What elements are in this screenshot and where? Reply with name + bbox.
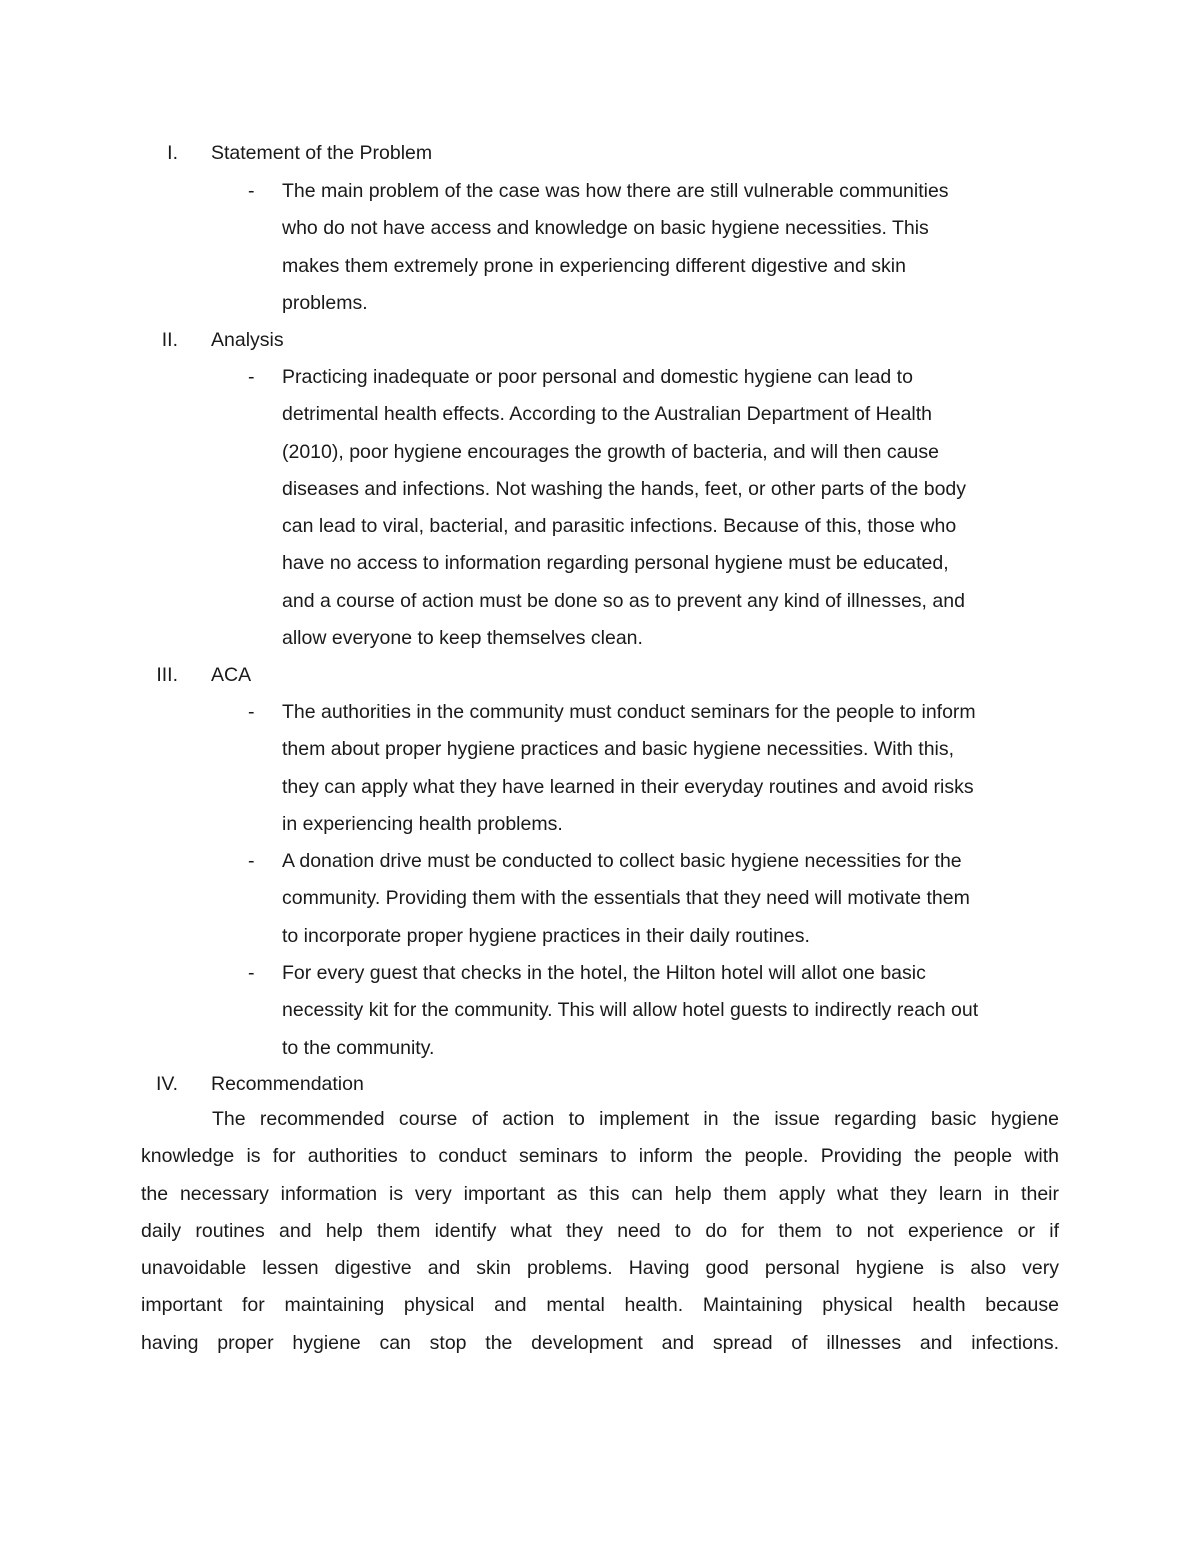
paragraph-line: daily routines and help them identify what they need to do for them to not experience or if [141,1219,1059,1242]
dash-marker: - [248,962,255,984]
paragraph-line: unavoidable lessen digestive and skin problems. Having good personal hygiene is also very [141,1257,1059,1280]
bullet-text: For every guest that checks in the hotel, the Hilton hotel will allot one basic necessity kit for the community. This will allow hotel guests to indirectly reach out to the community. [282,962,979,1059]
dash-marker: - [248,366,255,388]
paragraph-line: the necessary information is very important as this can help them apply what they learn in their [141,1182,1059,1205]
dash-marker: - [248,850,255,872]
section-title: Analysis [211,329,284,351]
section-numeral: III. [156,664,178,686]
section-numeral: I. [167,142,178,164]
dash-marker: - [248,180,255,202]
bullet-text: The main problem of the case was how there are still vulnerable communities who do not have access and knowledge on basic hygiene necessities. This makes them extremely prone in experiencing different digestive and skin problems. [282,180,949,314]
bullet-text: The authorities in the community must conduct seminars for the people to inform them about proper hygiene practices and basic hygiene necessities. With this, they can apply what they have learned in their everyday routines and avoid risks in experiencing health problems. [282,701,976,835]
bullet-text: A donation drive must be conducted to collect basic hygiene necessities for the community. Providing them with the essentials that they need will motivate them to incorporate proper hygiene practices in their daily routines. [282,850,970,947]
section-numeral: II. [161,329,178,351]
section-title: ACA [211,664,252,686]
section-title: Statement of the Problem [211,142,433,164]
section-numeral: IV. [155,1073,178,1095]
paragraph-line: important for maintaining physical and mental health. Maintaining physical health because [141,1294,1059,1317]
section-title: Recommendation [211,1073,364,1095]
recommendation-paragraph [141,1101,1059,1362]
paragraph-line: having proper hygiene can stop the development and spread of illnesses and infections. [141,1331,1059,1354]
dash-marker: - [248,701,255,723]
bullet-text: Practicing inadequate or poor personal and domestic hygiene can lead to detrimental health effects. According to the Australian Department of Health (2010), poor hygiene encourages the growth of bacteria, and will then cause diseases and infections. Not washing the hands, feet, or other parts of the body can lead to viral, bacterial, and parasitic infections. Because of this, those who have no access to information regarding personal hygiene must be educated, and a course of action must be done so as to prevent any kind of illnesses, and allow everyone to keep themselves clean. [282,366,967,650]
paragraph-line: The recommended course of action to implement in the issue regarding basic hygiene [212,1108,1059,1130]
paragraph-line: knowledge is for authorities to conduct seminars to inform the people. Providing the people with [141,1145,1059,1168]
